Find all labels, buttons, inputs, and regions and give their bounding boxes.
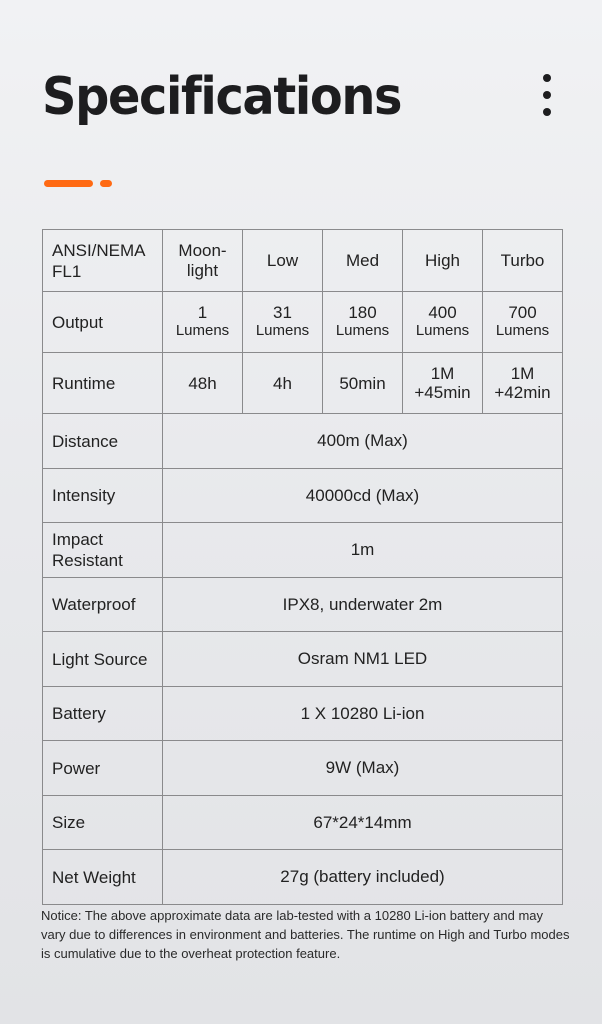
row-label: Size — [43, 796, 163, 850]
row-label: Runtime — [43, 353, 163, 414]
standard-label: ANSI/NEMA FL1 — [43, 230, 163, 292]
notice-text: Notice: The above approximate data are lab-tested with a 10280 Li-ion battery and may vary due to differences in environment and batteries. The runtime on High and Turbo modes is cumulative due to the overheat protection feature. — [41, 908, 570, 961]
table-row — [43, 578, 563, 632]
output-cell: 700 Lumens — [483, 292, 563, 353]
mode-header-high: High — [403, 230, 483, 292]
spec-value: 27g (battery included) — [163, 850, 563, 905]
accent-bar-long — [44, 180, 93, 187]
spec-value: IPX8, underwater 2m — [163, 578, 563, 632]
output-cell: 400 Lumens — [403, 292, 483, 353]
row-label: Distance — [43, 414, 163, 469]
runtime-cell: 4h — [243, 353, 323, 414]
spec-value: 400m (Max) — [163, 414, 563, 469]
row-label: Light Source — [43, 632, 163, 687]
row-label: Impact Resistant — [43, 523, 163, 578]
spec-value: 1 X 10280 Li-ion — [163, 687, 563, 741]
spec-value: 9W (Max) — [163, 741, 563, 796]
table-row — [43, 741, 563, 796]
spec-value: Osram NM1 LED — [163, 632, 563, 687]
table-row — [43, 353, 563, 414]
table-row — [43, 850, 563, 905]
runtime-cell: 48h — [163, 353, 243, 414]
output-cell: 31 Lumens — [243, 292, 323, 353]
table-row — [43, 632, 563, 687]
table-row — [43, 796, 563, 850]
mode-header-med: Med — [323, 230, 403, 292]
mode-header-moonlight: Moon- light — [163, 230, 243, 292]
menu-dot — [543, 91, 551, 99]
row-label: Net Weight — [43, 850, 163, 905]
spec-value: 1m — [163, 523, 563, 578]
row-label: Battery — [43, 687, 163, 741]
row-label: Power — [43, 741, 163, 796]
spec-value: 67*24*14mm — [163, 796, 563, 850]
output-cell: 1 Lumens — [163, 292, 243, 353]
mode-header-low: Low — [243, 230, 323, 292]
row-label: Output — [43, 292, 163, 353]
runtime-cell: 1M +45min — [403, 353, 483, 414]
runtime-cell: 1M +42min — [483, 353, 563, 414]
accent-bar-short — [100, 180, 112, 187]
runtime-cell: 50min — [323, 353, 403, 414]
specifications-table — [42, 229, 563, 905]
table-row — [43, 687, 563, 741]
more-options-icon[interactable] — [532, 72, 562, 120]
table-row — [43, 230, 563, 292]
row-label: Intensity — [43, 469, 163, 523]
menu-dot — [543, 74, 551, 82]
spec-value: 40000cd (Max) — [163, 469, 563, 523]
table-row — [43, 469, 563, 523]
row-label: Waterproof — [43, 578, 163, 632]
table-row — [43, 523, 563, 578]
table-row — [43, 414, 563, 469]
mode-header-turbo: Turbo — [483, 230, 563, 292]
page-title: Specifications — [42, 67, 402, 127]
table-row — [43, 292, 563, 353]
output-cell: 180 Lumens — [323, 292, 403, 353]
menu-dot — [543, 108, 551, 116]
